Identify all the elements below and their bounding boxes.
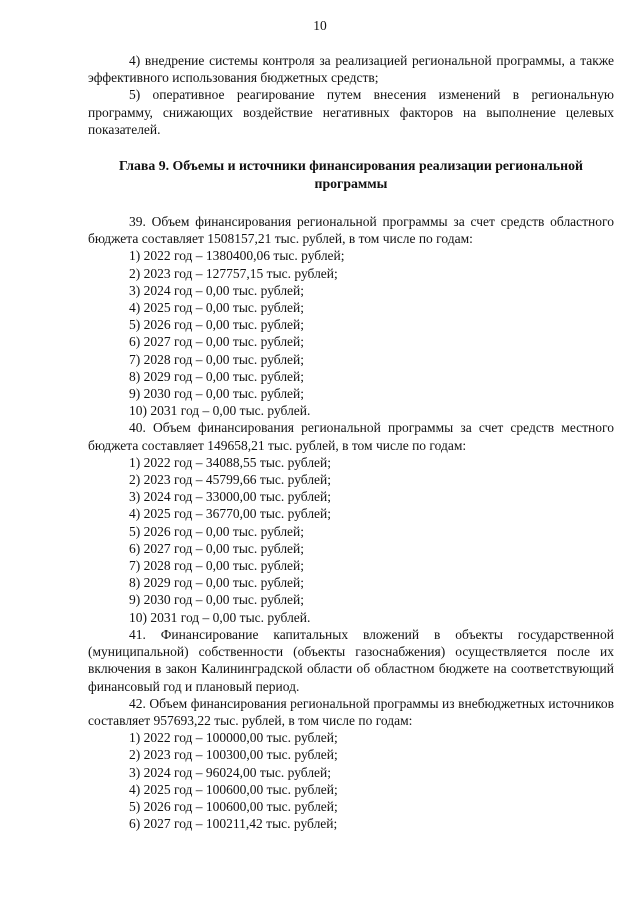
year-line: 3) 2024 год – 0,00 тыс. рублей; <box>129 282 305 298</box>
year-line: 3) 2024 год – 96024,00 тыс. рублей; <box>129 764 332 780</box>
year-line: 4) 2025 год – 0,00 тыс. рублей; <box>129 300 305 316</box>
year-line: 9) 2030 год – 0,00 тыс. рублей; <box>129 386 305 402</box>
chapter-title: Глава 9. Объемы и источники финансирования реализации региональной программы <box>119 158 583 192</box>
section-39-text: 39. Объем финансирования региональной программы за счет средств областного бюджета составляет 1508157,21 тыс. рублей, в том числе по годам: <box>88 214 614 247</box>
section-41-text: 41. Финансирование капитальных вложений в объекты государственной (муниципальной) собственности (объекты газоснабжения) осуществляется после их включения в закон Калининградской области об областном бюджете на соответствующий финансовый год и плановый период. <box>88 626 614 694</box>
year-line: 6) 2027 год – 100211,42 тыс. рублей; <box>129 816 338 832</box>
intro-item: 5) оперативное реагирование путем внесения изменений в региональную программу, снижающих воздействие негативных факторов на выполнение целевых показателей. <box>88 87 614 137</box>
section-40-text: 40. Объем финансирования региональной программы за счет средств местного бюджета составляет 149658,21 тыс. рублей, в том числе по годам: <box>88 420 614 453</box>
year-line: 10) 2031 год – 0,00 тыс. рублей. <box>129 609 311 625</box>
section-40 <box>88 419 614 625</box>
year-line: 1) 2022 год – 1380400,06 тыс. рублей; <box>129 248 345 264</box>
year-line: 4) 2025 год – 36770,00 тыс. рублей; <box>129 506 332 522</box>
year-line: 8) 2029 год – 0,00 тыс. рублей; <box>129 575 305 591</box>
year-line: 2) 2023 год – 100300,00 тыс. рублей; <box>129 747 338 763</box>
year-line: 3) 2024 год – 33000,00 тыс. рублей; <box>129 489 332 505</box>
year-line: 6) 2027 год – 0,00 тыс. рублей; <box>129 540 305 556</box>
year-line: 2) 2023 год – 127757,15 тыс. рублей; <box>129 265 338 281</box>
year-line: 1) 2022 год – 100000,00 тыс. рублей; <box>129 730 338 746</box>
year-line: 9) 2030 год – 0,00 тыс. рублей; <box>129 592 305 608</box>
year-line: 2) 2023 год – 45799,66 тыс. рублей; <box>129 472 332 488</box>
year-line: 7) 2028 год – 0,00 тыс. рублей; <box>129 558 305 574</box>
section-42-text: 42. Объем финансирования региональной программы из внебюджетных источников составляет 957693,22 тыс. рублей, в том числе по годам: <box>88 695 614 728</box>
year-line: 10) 2031 год – 0,00 тыс. рублей. <box>129 403 311 419</box>
year-line: 4) 2025 год – 100600,00 тыс. рублей; <box>129 781 338 797</box>
year-line: 5) 2026 год – 0,00 тыс. рублей; <box>129 523 305 539</box>
year-line: 6) 2027 год – 0,00 тыс. рублей; <box>129 334 305 350</box>
year-line: 5) 2026 год – 100600,00 тыс. рублей; <box>129 798 338 814</box>
year-line: 5) 2026 год – 0,00 тыс. рублей; <box>129 317 305 333</box>
section-41 <box>88 626 614 695</box>
page-number: 10 <box>313 18 327 33</box>
year-line: 7) 2028 год – 0,00 тыс. рублей; <box>129 351 305 367</box>
section-39 <box>88 213 614 419</box>
document-body <box>88 52 614 832</box>
section-42 <box>88 695 614 833</box>
year-line: 8) 2029 год – 0,00 тыс. рублей; <box>129 368 305 384</box>
intro-item: 4) внедрение системы контроля за реализацией региональной программы, а также эффективного использования бюджетных средств; <box>88 53 614 86</box>
year-line: 1) 2022 год – 34088,55 тыс. рублей; <box>129 454 332 470</box>
